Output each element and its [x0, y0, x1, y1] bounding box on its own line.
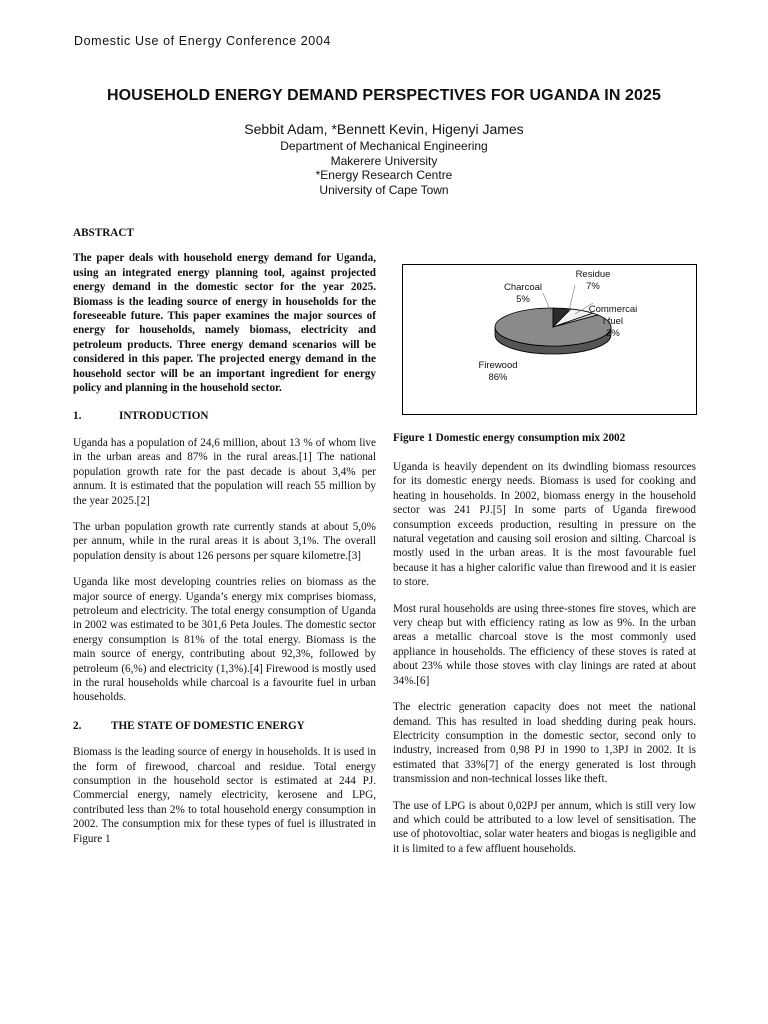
figure-1-chart [402, 264, 697, 415]
section-number: 1. [73, 410, 82, 423]
section-title: INTRODUCTION [119, 410, 209, 423]
right-column [393, 460, 696, 856]
section-title: THE STATE OF DOMESTIC ENERGY [111, 719, 305, 732]
affiliation-line: Department of Mechanical Engineering [280, 139, 488, 153]
intro-paragraph-1: Uganda has a population of 24,6 million, about 13 % of whom live in the urban areas and 87% in the rural areas.[1] The national population growth rate for the past decade is about 3,4% per annum. It is estimated that the population will reach 55 million by the year 2025.[2] [73, 436, 376, 507]
abstract-text: The paper deals with household energy demand for Uganda, using an integrated energy planning tool, against projected energy demand in the domestic sector for the year 2025. Biomass is the leading source of energy in households for the foreseeable future. This paper examines the major sources of energy for households, namely biomass, electricity and petroleum products. Three energy demand scenarios will be considered in this paper. The projected energy demand in the household sector will be an important ingredient for energy policy and planning in the household sector. [73, 252, 376, 395]
right-paragraph-4: The use of LPG is about 0,02PJ per annum, which is still very low and which could be attributed to a low level of sensitisation. The use of photovoltiac, solar water heaters and biogas is negligible and it is limited to a few affluent households. [393, 799, 696, 855]
section-heading-domestic-energy [73, 719, 376, 733]
paper-title: HOUSEHOLD ENERGY DEMAND PERSPECTIVES FOR UGANDA IN 2025 [106, 87, 662, 104]
intro-paragraph-2: The urban population growth rate currently stands at about 5,0% per annum, while in the rural areas it is about 3,1%. The overall population density is about 126 persons per square kilometre.[3] [73, 520, 376, 562]
right-paragraph-3: The electric generation capacity does not meet the national demand. This has resulted in load shedding during peak hours. Electricity consumption in the domestic sector, second only to industry, increased from 0,98 PJ in 1990 to 1,3PJ in 2002. It is estimated that 33%[7] of the energy generated is lost through transmission and non-technical losses like theft. [393, 701, 696, 786]
abstract-heading: ABSTRACT [73, 227, 134, 239]
section-heading-introduction [73, 409, 376, 423]
left-column [73, 226, 376, 846]
figure-caption: Figure 1 Domestic energy consumption mix 2002 [393, 432, 626, 444]
intro-paragraph-3: Uganda like most developing countries relies on biomass as the major source of energy. Uganda’s energy mix comprises biomass, petroleum and electricity. The total energy consumption of Uganda in 2002 was estimated to be 301,6 Peta Joules. The domestic sector energy consumption is 81% of the total energy. Biomass is the main source of energy, contributing about 92,3%, followed by petroleum (6,%) and electricity (1,3%).[4] Firewood is mostly used in the rural households while charcoal is a favourite fuel in urban households. [73, 576, 376, 704]
affiliation-line: Makerere University [330, 153, 438, 168]
conference-header: Domestic Use of Energy Conference 2004 [74, 34, 331, 48]
right-paragraph-1: Uganda is heavily dependent on its dwindling biomass resources for its domestic energy needs. Biomass is used for cooking and heating in households. In 2002, biomass energy in the household sector was 241 PJ.[5] In some parts of Uganda firewood consumption exceeds production, resulting in pressure on the natural vegetation and causing soil erosion and silting. Charcoal is mostly used in the urban areas. It is the most favourable fuel because it has a higher calorific value than firewood and it is easier to store. [393, 461, 696, 589]
pie-leader-line [569, 285, 575, 311]
right-paragraph-2: Most rural households are using three-stones fire stoves, which are very cheap but with efficiency rating as low as 9%. In the urban areas a metallic charcoal stove is the most commonly used appliance in households. The efficiency of these stoves is rated at about 23% while those stoves with clay linings are rated at about 34%.[6] [393, 602, 696, 687]
authors: Sebbit Adam, *Bennett Kevin, Higenyi James [244, 121, 524, 137]
pie-chart [403, 265, 696, 414]
section-number: 2. [73, 719, 82, 732]
pie-label-residue: Residue 7% [575, 269, 611, 292]
pie-label-commercial-fuel: Commercai l fuel 2% [588, 304, 638, 339]
state-paragraph-1: Biomass is the leading source of energy in households. It is used in the form of firewood, charcoal and residue. Total energy consumption in the household sector is estimated at 244 PJ. Commercial energy, namely electricity, kerosene and LPG, contributed less than 2% to total household energy consumption in 2002. The consumption mix for these types of fuel is illustrated in Figure 1 [73, 746, 376, 845]
affiliation-line: *Energy Research Centre [315, 168, 453, 182]
affiliations [0, 139, 768, 197]
affiliation-line: University of Cape Town [319, 182, 449, 197]
pie-label-charcoal: Charcoal 5% [503, 282, 543, 305]
pie-label-firewood: Firewood 86% [478, 360, 518, 383]
